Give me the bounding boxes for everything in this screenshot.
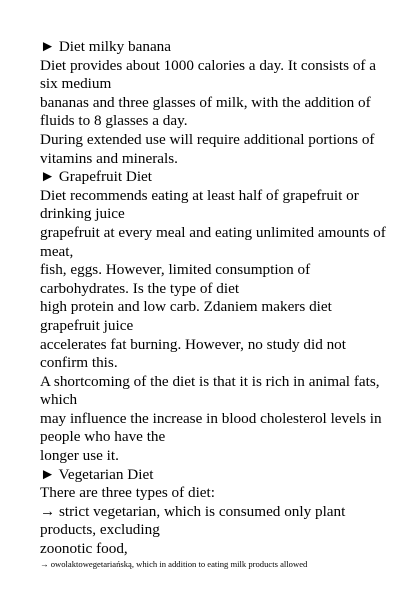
- footnote-line: → owolaktowegetariańską, which in addition to eating milk products allowed: [40, 558, 308, 569]
- text-line: zoonotic food,: [40, 540, 128, 558]
- text-line: high protein and low carb. Zdaniem makers diet grapefruit juice: [40, 298, 332, 334]
- heading-grapefruit-diet: ► Grapefruit Diet: [40, 168, 153, 186]
- list-item-strict-vegetarian: → strict vegetarian, which is consumed only plant products, excluding: [40, 502, 346, 539]
- document-page: [40, 38, 392, 570]
- text-line: fish, eggs. However, limited consumption of carbohydrates. Is the type of diet: [40, 261, 311, 297]
- text-line: bananas and three glasses of milk, with the addition of fluids to 8 glasses a day.: [40, 93, 371, 130]
- text-line: During extended use will require additional portions of vitamins and minerals.: [40, 130, 375, 167]
- heading-diet-milky-banana: ► Diet milky banana: [40, 38, 172, 55]
- text-line: longer use it.: [40, 447, 119, 465]
- text-line: Diet recommends eating at least half of grapefruit or drinking juice: [40, 186, 359, 223]
- text-line: accelerates fat burning. However, no study did not confirm this.: [40, 335, 346, 372]
- heading-vegetarian-diet: ► Vegetarian Diet: [40, 465, 154, 483]
- text-line: A shortcoming of the diet is that it is rich in animal fats, which: [40, 372, 380, 409]
- text-line: may influence the increase in blood cholesterol levels in people who have the: [40, 409, 382, 446]
- text-line: grapefruit at every meal and eating unlimited amounts of meat,: [40, 223, 386, 260]
- text-line: There are three types of diet:: [40, 484, 215, 502]
- text-line: Diet provides about 1000 calories a day. It consists of a six medium: [40, 56, 377, 93]
